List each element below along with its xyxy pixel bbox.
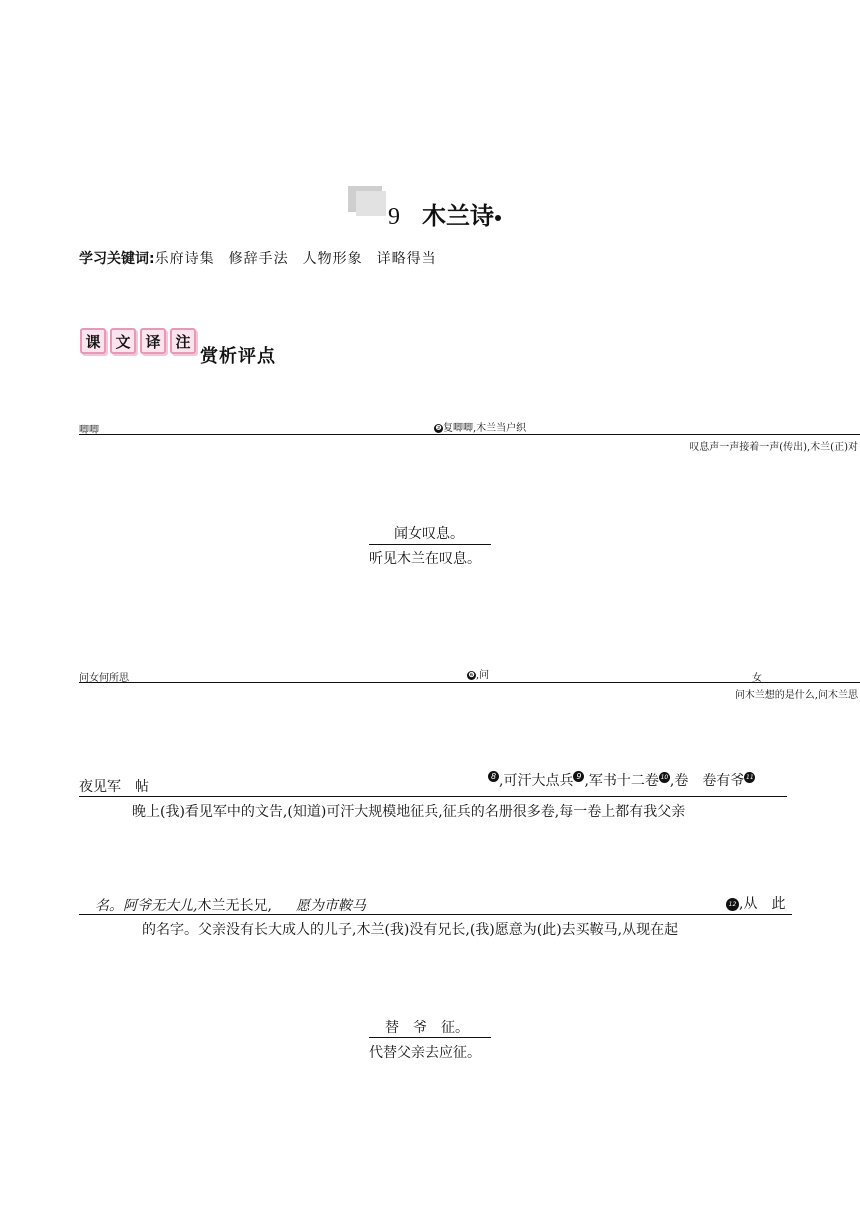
original-text: 唧唧 [79,425,99,436]
divider [369,544,491,545]
lesson-name: 木兰诗 [422,201,494,230]
note-marker: 8 [488,771,499,782]
original-text: 问女何所思 [79,673,129,684]
divider [79,682,860,683]
keyword-item: 详略得当 [376,251,437,267]
translation-text: 问木兰想的是什么,问木兰思 [734,690,858,701]
original-text: 替 爷 征。 [385,1020,469,1036]
section-tag-group [80,328,196,354]
annotated-text [726,893,785,913]
title-decoration [348,186,386,216]
original-text: ,卷 卷有爷 [669,773,745,789]
original-text-part: 名。阿爷无大儿, [95,898,198,914]
keyword-item: 乐府诗集 [154,251,215,267]
section-tag: 注 [170,328,196,354]
note-marker: 9 [573,771,584,782]
keyword-item: 修辞手法 [228,251,289,267]
section-tag: 译 [140,328,166,354]
translation-text: 听见木兰在叹息。 [369,551,481,567]
keyword-item: 人物形象 [302,251,363,267]
annotated-text [434,419,526,434]
original-text: ,军书十二卷 [584,773,659,789]
divider [79,914,792,915]
section-tag: 文 [110,328,136,354]
lesson-title [388,196,501,231]
annotated-text [467,666,489,681]
translation-text: 晚上(我)看见军中的文告,(知道)可汗大规模地征兵,征兵的名册很多卷,每一卷上都有我父亲 [132,804,686,820]
keywords-line [79,248,451,268]
note-marker: ❻ [468,671,475,679]
divider [79,796,787,797]
original-text: ,从 此 [739,896,786,912]
original-text [95,895,366,915]
original-text: 夜见军 帖 [79,779,149,795]
title-note-marker [495,215,501,221]
note-marker: 11 [746,774,754,782]
translation-text: 代替父亲去应征。 [369,1045,481,1061]
note-marker: 12 [726,898,739,911]
original-text-part: 愿为市鞍马 [295,898,366,914]
keywords-label: 学习关键词: [79,251,155,267]
note-marker: ❷ [435,424,442,432]
original-text: 闻女叹息。 [394,526,464,542]
divider [369,1037,491,1038]
translation-text: 叹息声一声接着一声(传出),木兰(正)对 [689,442,858,453]
original-text-part: 木兰无长兄, [197,898,272,914]
annotated-text [488,770,755,790]
divider [79,434,860,435]
original-text: 女 [752,673,762,684]
translation-text: 的名字。父亲没有长大成人的儿子,木兰(我)没有兄长,(我)愿意为(此)去买鞍马,从现在起 [142,922,679,938]
section-title: 赏析评点 [200,346,276,367]
original-text: 复唧唧,木兰当户织 [443,423,527,434]
section-tag: 课 [80,328,106,354]
lesson-number: 9 [388,204,400,230]
note-marker: 10 [660,774,669,782]
original-text: ,问 [476,670,490,681]
original-text: ,可汗大点兵 [499,773,574,789]
